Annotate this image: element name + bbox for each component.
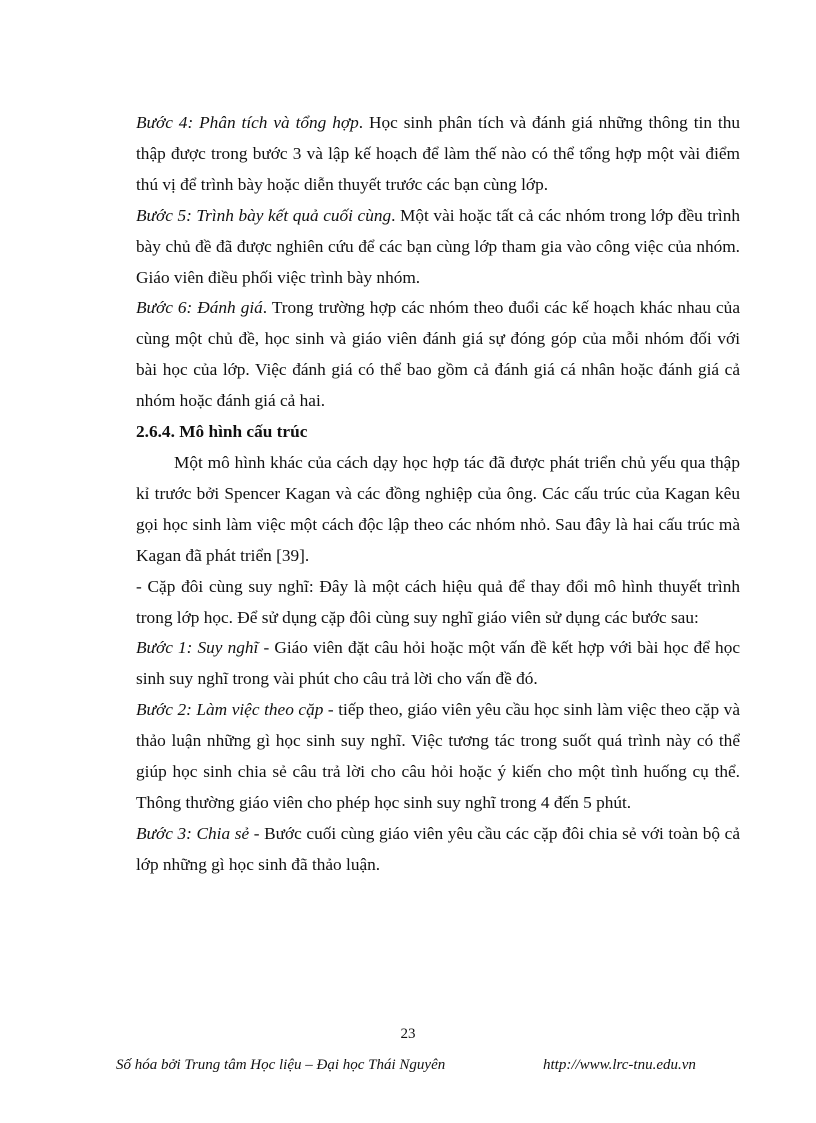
- footer-url: http://www.lrc-tnu.edu.vn: [543, 1057, 696, 1073]
- step-2-title: Bước 2: Làm việc theo cặp: [136, 700, 324, 720]
- step-6-title: Bước 6: Đánh giá: [136, 298, 263, 318]
- intro-paragraph: Một mô hình khác của cách dạy học hợp tác đã được phát triển chủ yếu qua thập kỉ trước bởi Spencer Kagan và các đồng nghiệp của ông. Các cấu trúc của Kagan kêu gọi học sinh làm việc một cách độc lập theo các nhóm nhỏ. Sau đây là hai cấu trúc mà Kagan đã phát triển [39].: [136, 452, 740, 565]
- footer-credit: Số hóa bởi Trung tâm Học liệu – Đại học Thái Nguyên: [116, 1057, 446, 1073]
- step-2-paragraph: [136, 695, 740, 819]
- step-5-paragraph: [136, 201, 740, 294]
- step-3-text: - Bước cuối cùng giáo viên yêu cầu các cặp đôi chia sẻ với toàn bộ cả lớp những gì học sinh đã thảo luận.: [136, 823, 740, 874]
- page-number: 23: [400, 1026, 416, 1042]
- step-3-paragraph: [136, 819, 740, 881]
- step-5-text: . Một vài hoặc tất cả các nhóm trong lớp đều trình bày chủ đề đã được nghiên cứu để các bạn cùng lớp tham gia vào công việc của nhóm. Giáo viên điều phối việc trình bày nhóm.: [136, 205, 740, 287]
- page-content: [136, 108, 740, 881]
- step-2-text: - tiếp theo, giáo viên yêu cầu học sinh làm việc theo cặp và thảo luận những gì học sinh suy nghĩ. Việc tương tác trong suốt quá trình này có thể giúp học sinh chia sẻ câu trả lời cho câu hỏi hoặc ý kiến cho một tình huống cụ thể. Thông thường giáo viên cho phép học sinh suy nghĩ trong 4 đến 5 phút.: [136, 700, 740, 812]
- step-5-title: Bước 5: Trình bày kết quả cuối cùng: [136, 205, 392, 225]
- section-heading: 2.6.4. Mô hình cấu trúc: [136, 422, 308, 442]
- step-1-paragraph: [136, 633, 740, 695]
- step-6-paragraph: [136, 293, 740, 417]
- step-3-title: Bước 3: Chia sẻ: [136, 823, 250, 843]
- step-1-title: Bước 1: Suy nghĩ: [136, 638, 259, 658]
- step-4-text: . Học sinh phân tích và đánh giá những thông tin thu thập được trong bước 3 và lập kế hoạch để làm thế nào có thể tổng hợp một vài điểm thú vị để trình bày hoặc diễn thuyết trước các bạn cùng lớp.: [136, 113, 740, 194]
- step-4-paragraph: [136, 108, 740, 201]
- think-pair-share-paragraph: - Cặp đôi cùng suy nghĩ: Đây là một cách hiệu quả để thay đổi mô hình thuyết trình trong lớp học. Để sử dụng cặp đôi cùng suy nghĩ giáo viên sử dụng các bước sau:: [136, 576, 740, 627]
- step-6-text: . Trong trường hợp các nhóm theo đuổi các kế hoạch khác nhau của cùng một chủ đề, học sinh và giáo viên đánh giá sự đóng góp của mỗi nhóm đối với bài học của lớp. Việc đánh giá có thể bao gồm cả đánh giá cá nhân hoặc đánh giá cả nhóm hoặc đánh giá cả hai.: [136, 298, 740, 411]
- step-4-title: Bước 4: Phân tích và tổng hợp: [136, 113, 359, 132]
- step-1-text: - Giáo viên đặt câu hỏi hoặc một vấn đề kết hợp với bài học để học sinh suy nghĩ trong vài phút cho câu trả lời cho vấn đề đó.: [136, 638, 741, 689]
